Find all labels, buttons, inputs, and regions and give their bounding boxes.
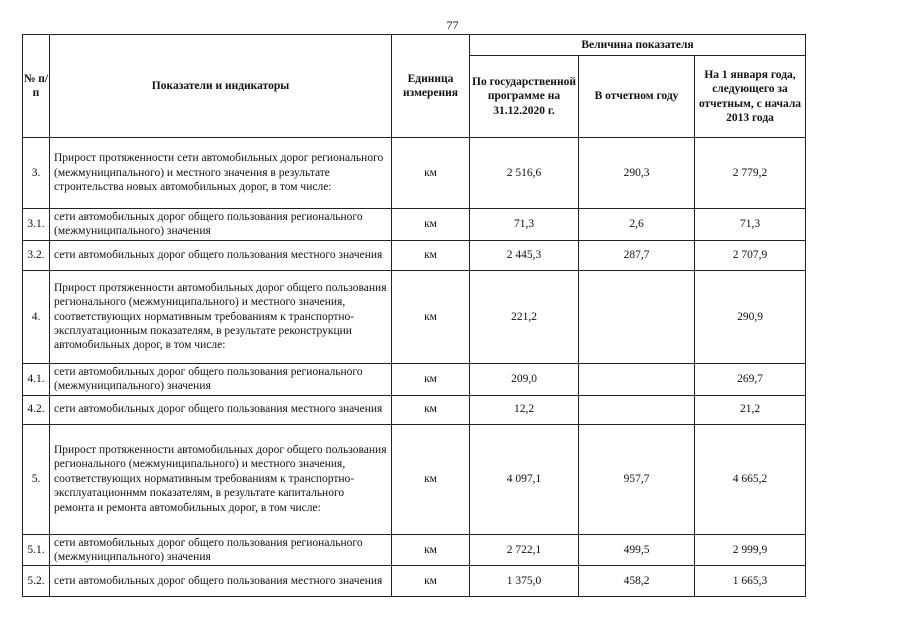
indicators-table bbox=[22, 34, 806, 597]
row-year-value: 957,7 bbox=[579, 424, 695, 534]
header-year: В отчетном году bbox=[579, 56, 695, 138]
row-year-value: 499,5 bbox=[579, 534, 695, 566]
row-cumulative-value: 2 999,9 bbox=[695, 534, 806, 566]
row-number: 3. bbox=[23, 138, 50, 209]
row-unit: км bbox=[392, 138, 470, 209]
row-cumulative-value: 4 665,2 bbox=[695, 424, 806, 534]
row-unit: км bbox=[392, 566, 470, 597]
header-indicator: Показатели и индикаторы bbox=[50, 35, 392, 138]
row-year-value: 458,2 bbox=[579, 566, 695, 597]
row-year-value: 287,7 bbox=[579, 240, 695, 270]
row-unit: км bbox=[392, 209, 470, 241]
row-year-value: 290,3 bbox=[579, 138, 695, 209]
table-row bbox=[23, 534, 806, 566]
row-unit: км bbox=[392, 270, 470, 363]
header-num: № п/п bbox=[23, 35, 50, 138]
header-unit: Единица измерения bbox=[392, 35, 470, 138]
table-row bbox=[23, 566, 806, 597]
row-indicator-name: Прирост протяженности сети автомобильных дорог регионального (межмуниципального) и местного значения в результате строительства новых автомобильных дорог, в том числе: bbox=[50, 138, 392, 209]
row-program-value: 2 445,3 bbox=[470, 240, 579, 270]
table-row bbox=[23, 395, 806, 424]
row-year-value bbox=[579, 395, 695, 424]
row-program-value: 2 722,1 bbox=[470, 534, 579, 566]
header-program: По государственной программе на 31.12.2020 г. bbox=[470, 56, 579, 138]
row-year-value: 2,6 bbox=[579, 209, 695, 241]
table-row bbox=[23, 270, 806, 363]
row-number: 4.2. bbox=[23, 395, 50, 424]
row-program-value: 1 375,0 bbox=[470, 566, 579, 597]
row-number: 5.1. bbox=[23, 534, 50, 566]
row-indicator-name: сети автомобильных дорог общего пользования местного значения bbox=[50, 395, 392, 424]
row-number: 5. bbox=[23, 424, 50, 534]
row-indicator-name: сети автомобильных дорог общего пользования регионального (межмуниципального) значения bbox=[50, 209, 392, 241]
header-cumulative: На 1 января года, следующего за отчетным, с начала 2013 года bbox=[695, 56, 806, 138]
row-number: 3.1. bbox=[23, 209, 50, 241]
table-row bbox=[23, 138, 806, 209]
row-program-value: 12,2 bbox=[470, 395, 579, 424]
row-program-value: 4 097,1 bbox=[470, 424, 579, 534]
row-program-value: 209,0 bbox=[470, 363, 579, 395]
page-number: 77 bbox=[446, 18, 459, 32]
row-cumulative-value: 1 665,3 bbox=[695, 566, 806, 597]
row-indicator-name: сети автомобильных дорог общего пользования местного значения bbox=[50, 240, 392, 270]
row-indicator-name: Прирост протяженности автомобильных дорог общего пользования регионального (межмуниципального) и местного значения, соответствующих нормативным требованиям к транспортно-эксплуатационным показателям, в результате реконструкции автомобильных дорог, в том числе: bbox=[50, 270, 392, 363]
row-unit: км bbox=[392, 424, 470, 534]
row-number: 4.1. bbox=[23, 363, 50, 395]
row-indicator-name: сети автомобильных дорог общего пользования местного значения bbox=[50, 566, 392, 597]
row-program-value: 2 516,6 bbox=[470, 138, 579, 209]
row-unit: км bbox=[392, 240, 470, 270]
table-row bbox=[23, 209, 806, 241]
row-indicator-name: сети автомобильных дорог общего пользования регионального (межмуниципального) значения bbox=[50, 534, 392, 566]
row-unit: км bbox=[392, 534, 470, 566]
row-number: 5.2. bbox=[23, 566, 50, 597]
row-number: 3.2. bbox=[23, 240, 50, 270]
row-cumulative-value: 71,3 bbox=[695, 209, 806, 241]
row-unit: км bbox=[392, 395, 470, 424]
table-row bbox=[23, 363, 806, 395]
table-row bbox=[23, 424, 806, 534]
row-year-value bbox=[579, 363, 695, 395]
row-year-value bbox=[579, 270, 695, 363]
row-program-value: 71,3 bbox=[470, 209, 579, 241]
row-unit: км bbox=[392, 363, 470, 395]
row-cumulative-value: 2 707,9 bbox=[695, 240, 806, 270]
row-cumulative-value: 21,2 bbox=[695, 395, 806, 424]
row-cumulative-value: 2 779,2 bbox=[695, 138, 806, 209]
table-row bbox=[23, 240, 806, 270]
row-program-value: 221,2 bbox=[470, 270, 579, 363]
row-indicator-name: Прирост протяженности автомобильных дорог общего пользования регионального (межмуниципального) и местного значения, соответствующих нормативным требованиям к транспортно-эксплуатационнмм показателям, в результате капитального ремонта и ремонта автомобильных дорог, в том числе: bbox=[50, 424, 392, 534]
row-indicator-name: сети автомобильных дорог общего пользования регионального (межмуниципального) значения bbox=[50, 363, 392, 395]
row-number: 4. bbox=[23, 270, 50, 363]
header-group: Величина показателя bbox=[470, 35, 806, 56]
row-cumulative-value: 290,9 bbox=[695, 270, 806, 363]
row-cumulative-value: 269,7 bbox=[695, 363, 806, 395]
